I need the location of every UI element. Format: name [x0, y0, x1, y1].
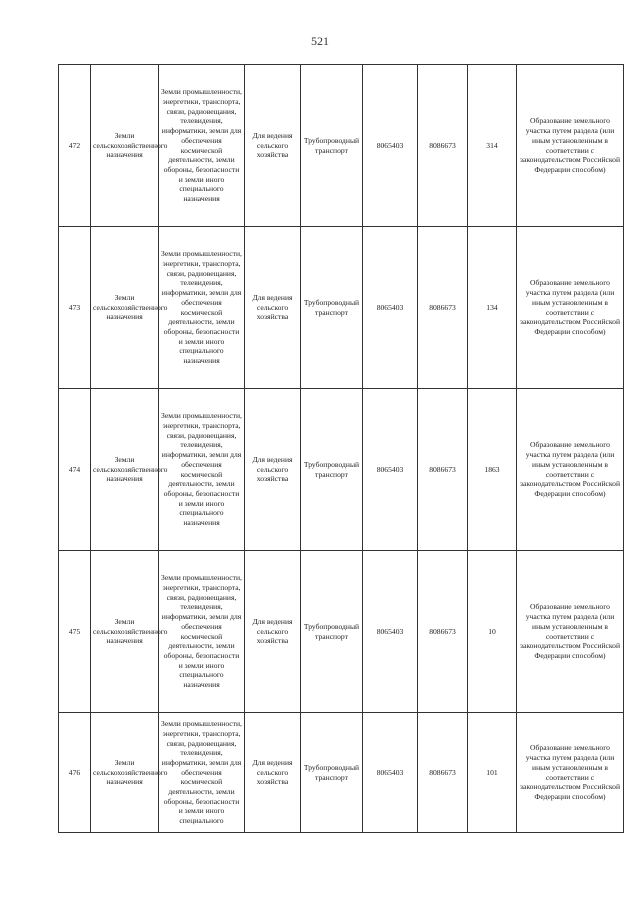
- code-cell-secondary: 8086673: [418, 65, 468, 227]
- code-cell: 8065403: [363, 227, 418, 389]
- code-cell: 8065403: [363, 713, 418, 833]
- target-lands-cell: Земли промышленности, энергетики, транспорта, связи, радиовещания, телевидения, информатики, земли для обеспечения космической деятельности, земли обороны, безопасности и земли иного специального: [159, 713, 245, 833]
- area-cell: 1863: [468, 389, 517, 551]
- area-cell: 314: [468, 65, 517, 227]
- land-category-cell: Земли сельскохозяйственного назначения: [91, 227, 159, 389]
- permitted-use-cell: Для ведения сельского хозяйства: [245, 713, 301, 833]
- target-lands-cell: Земли промышленности, энергетики, транспорта, связи, радиовещания, телевидения, информатики, земли для обеспечения космической деятельности, земли обороны, безопасности и земли иного специального назначения: [159, 227, 245, 389]
- land-category-cell: Земли сельскохозяйственного назначения: [91, 713, 159, 833]
- table-row: [59, 389, 624, 551]
- formation-method-cell: Образование земельного участка путем раздела (или иным установленным в соответствии с законодательством Российской Федерации способом): [517, 551, 624, 713]
- area-cell: 10: [468, 551, 517, 713]
- land-category-cell: Земли сельскохозяйственного назначения: [91, 65, 159, 227]
- code-cell-secondary: 8086673: [418, 713, 468, 833]
- target-lands-cell: Земли промышленности, энергетики, транспорта, связи, радиовещания, телевидения, информатики, земли для обеспечения космической деятельности, земли обороны, безопасности и земли иного специального назначения: [159, 551, 245, 713]
- permitted-use-cell: Для ведения сельского хозяйства: [245, 227, 301, 389]
- formation-method-cell: Образование земельного участка путем раздела (или иным установленным в соответствии с законодательством Российской Федерации способом): [517, 65, 624, 227]
- row-number: 474: [59, 389, 91, 551]
- formation-method-cell: Образование земельного участка путем раздела (или иным установленным в соответствии с законодательством Российской Федерации способом): [517, 389, 624, 551]
- formation-method-cell: Образование земельного участка путем раздела (или иным установленным в соответствии с законодательством Российской Федерации способом): [517, 227, 624, 389]
- row-number: 476: [59, 713, 91, 833]
- code-cell: 8065403: [363, 551, 418, 713]
- table-row: [59, 551, 624, 713]
- code-cell-secondary: 8086673: [418, 389, 468, 551]
- code-cell-secondary: 8086673: [418, 551, 468, 713]
- code-cell-secondary: 8086673: [418, 227, 468, 389]
- target-lands-cell: Земли промышленности, энергетики, транспорта, связи, радиовещания, телевидения, информатики, земли для обеспечения космической деятельности, земли обороны, безопасности и земли иного специального назначения: [159, 65, 245, 227]
- land-category-cell: Земли сельскохозяйственного назначения: [91, 389, 159, 551]
- area-cell: 134: [468, 227, 517, 389]
- page-number: 521: [311, 34, 329, 48]
- row-number: 472: [59, 65, 91, 227]
- code-cell: 8065403: [363, 389, 418, 551]
- object-type-cell: Трубопроводный транспорт: [301, 551, 363, 713]
- code-cell: 8065403: [363, 65, 418, 227]
- table-row: [59, 713, 624, 833]
- object-type-cell: Трубопроводный транспорт: [301, 227, 363, 389]
- object-type-cell: Трубопроводный транспорт: [301, 713, 363, 833]
- object-type-cell: Трубопроводный транспорт: [301, 389, 363, 551]
- permitted-use-cell: Для ведения сельского хозяйства: [245, 551, 301, 713]
- land-category-cell: Земли сельскохозяйственного назначения: [91, 551, 159, 713]
- permitted-use-cell: Для ведения сельского хозяйства: [245, 65, 301, 227]
- formation-method-cell: Образование земельного участка путем раздела (или иным установленным в соответствии с законодательством Российской Федерации способом): [517, 713, 624, 833]
- table-row: [59, 227, 624, 389]
- land-plot-table: [58, 64, 624, 833]
- table-row: [59, 65, 624, 227]
- object-type-cell: Трубопроводный транспорт: [301, 65, 363, 227]
- row-number: 475: [59, 551, 91, 713]
- target-lands-cell: Земли промышленности, энергетики, транспорта, связи, радиовещания, телевидения, информатики, земли для обеспечения космической деятельности, земли обороны, безопасности и земли иного специального назначения: [159, 389, 245, 551]
- permitted-use-cell: Для ведения сельского хозяйства: [245, 389, 301, 551]
- area-cell: 101: [468, 713, 517, 833]
- row-number: 473: [59, 227, 91, 389]
